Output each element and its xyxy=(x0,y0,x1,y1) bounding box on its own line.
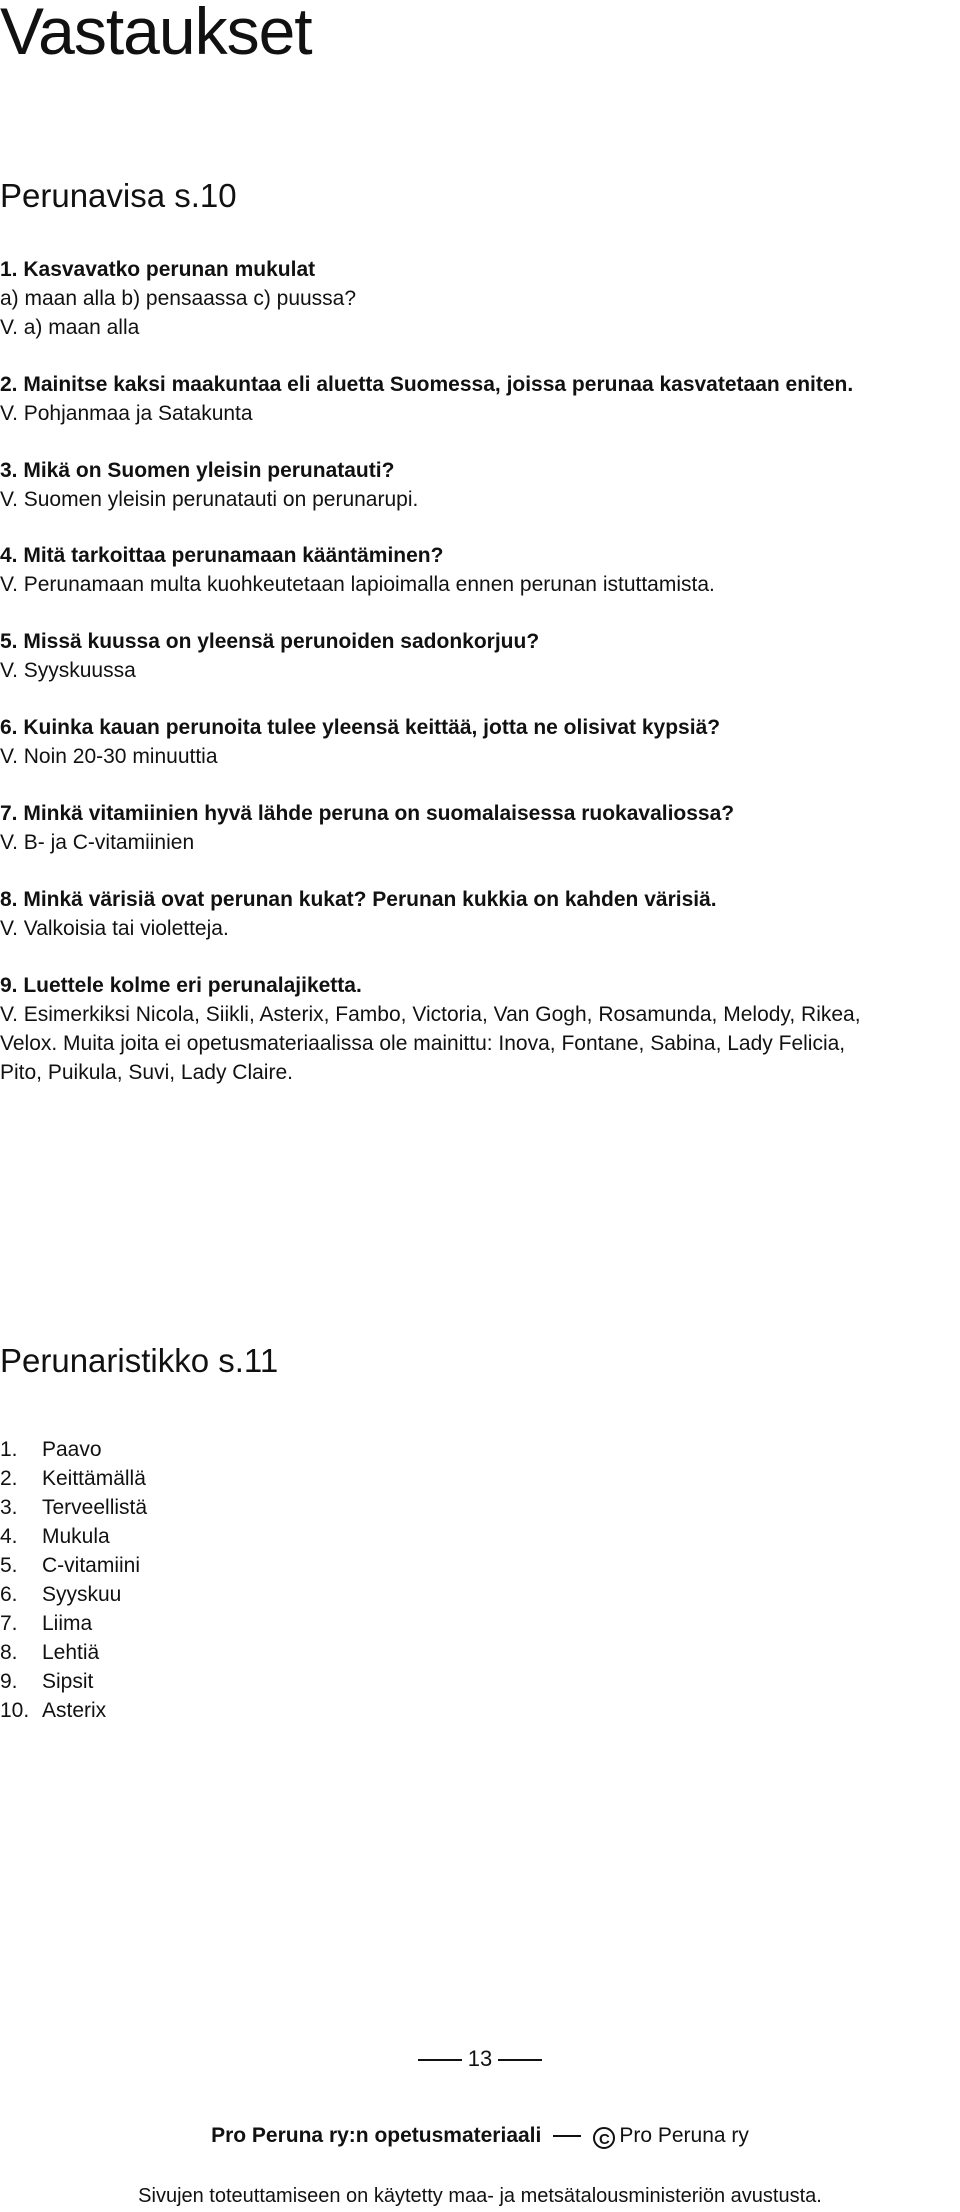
question-9 xyxy=(0,971,950,1087)
footer-separator xyxy=(553,2135,581,2137)
answer-text: V. Syyskuussa xyxy=(0,659,136,682)
question-text: 3. Mikä on Suomen yleisin perunatauti? xyxy=(0,459,395,482)
question-options: a) maan alla b) pensaassa c) puussa? xyxy=(0,287,357,310)
item-text: Paavo xyxy=(42,1438,102,1461)
page-number xyxy=(0,2046,960,2072)
list-item xyxy=(0,1667,147,1696)
item-number: 5. xyxy=(0,1554,18,1577)
page-number-dash-right xyxy=(498,2059,542,2061)
question-text: 4. Mitä tarkoittaa perunamaan kääntäminen? xyxy=(0,544,444,567)
answer-text: V. Perunamaan multa kuohkeutetaan lapioimalla ennen perunan istuttamista. xyxy=(0,573,715,596)
answer-text: V. Suomen yleisin perunatauti on perunarupi. xyxy=(0,488,419,511)
list-item xyxy=(0,1609,147,1638)
crossword-answers-list xyxy=(0,1435,147,1725)
item-number: 1. xyxy=(0,1438,18,1461)
question-4 xyxy=(0,541,950,599)
list-item xyxy=(0,1493,147,1522)
question-text: 7. Minkä vitamiinien hyvä lähde peruna on suomalaisessa ruokavaliossa? xyxy=(0,802,735,825)
item-text: Sipsit xyxy=(42,1670,94,1693)
answer-text: Pito, Puikula, Suvi, Lady Claire. xyxy=(0,1061,293,1084)
question-8 xyxy=(0,885,950,943)
question-5 xyxy=(0,627,950,685)
answer-text: V. B- ja C-vitamiinien xyxy=(0,831,195,854)
item-text: Asterix xyxy=(42,1699,107,1722)
list-item xyxy=(0,1551,147,1580)
list-item xyxy=(0,1580,147,1609)
answer-text: Velox. Muita joita ei opetusmateriaalissa ole mainittu: Inova, Fontane, Sabina, Lady Felicia, xyxy=(0,1032,846,1055)
answer-text: V. Esimerkiksi Nicola, Siikli, Asterix, Fambo, Victoria, Van Gogh, Rosamunda, Melody, Rikea, xyxy=(0,1003,861,1026)
question-1 xyxy=(0,255,950,342)
question-text: 9. Luettele kolme eri perunalajiketta. xyxy=(0,974,362,997)
item-text: Liima xyxy=(42,1612,93,1635)
item-number: 9. xyxy=(0,1670,18,1693)
item-text: Terveellistä xyxy=(42,1496,148,1519)
page-number-value: 13 xyxy=(467,2046,493,2071)
item-text: Mukula xyxy=(42,1525,110,1548)
item-number: 2. xyxy=(0,1467,18,1490)
question-7 xyxy=(0,799,950,857)
page-title: Vastaukset xyxy=(0,0,312,68)
list-item xyxy=(0,1435,147,1464)
section-title-perunavisa: Perunavisa s.10 xyxy=(0,177,237,214)
question-text: 8. Minkä värisiä ovat perunan kukat? Perunan kukkia on kahden värisiä. xyxy=(0,888,717,911)
question-text: 6. Kuinka kauan perunoita tulee yleensä keittää, jotta ne olisivat kypsiä? xyxy=(0,716,721,739)
answer-text: V. a) maan alla xyxy=(0,316,140,339)
footer-funding-note: Sivujen toteuttamiseen on käytetty maa- ja metsätalousministeriön avustusta. xyxy=(138,2185,822,2207)
item-text: Keittämällä xyxy=(42,1467,146,1490)
item-number: 3. xyxy=(0,1496,18,1519)
item-text: C-vitamiini xyxy=(42,1554,141,1577)
list-item xyxy=(0,1464,147,1493)
item-number: 4. xyxy=(0,1525,18,1548)
copyright-icon: C xyxy=(593,2127,615,2149)
item-text: Lehtiä xyxy=(42,1641,100,1664)
footer-copyright-holder: Pro Peruna ry xyxy=(619,2124,749,2147)
question-text: 2. Mainitse kaksi maakuntaa eli aluetta Suomessa, joissa perunaa kasvatetaan eniten. xyxy=(0,373,854,396)
item-number: 6. xyxy=(0,1583,18,1606)
item-number: 10. xyxy=(0,1699,30,1722)
list-item xyxy=(0,1522,147,1551)
list-item xyxy=(0,1638,147,1667)
question-text: 5. Missä kuussa on yleensä perunoiden sadonkorjuu? xyxy=(0,630,540,653)
item-number: 7. xyxy=(0,1612,18,1635)
list-item xyxy=(0,1696,147,1725)
question-text: 1. Kasvavatko perunan mukulat xyxy=(0,258,316,281)
answer-text: V. Noin 20-30 minuuttia xyxy=(0,745,218,768)
answer-text: V. Pohjanmaa ja Satakunta xyxy=(0,402,253,425)
footer-organization xyxy=(0,2124,960,2149)
question-3 xyxy=(0,456,950,514)
question-6 xyxy=(0,713,950,771)
answer-text: V. Valkoisia tai violetteja. xyxy=(0,917,229,940)
footer-org-name: Pro Peruna ry:n opetusmateriaali xyxy=(211,2124,542,2147)
section-title-perunaristikko: Perunaristikko s.11 xyxy=(0,1342,279,1379)
question-2 xyxy=(0,370,950,428)
item-number: 8. xyxy=(0,1641,18,1664)
item-text: Syyskuu xyxy=(42,1583,122,1606)
page-number-dash-left xyxy=(418,2059,462,2061)
